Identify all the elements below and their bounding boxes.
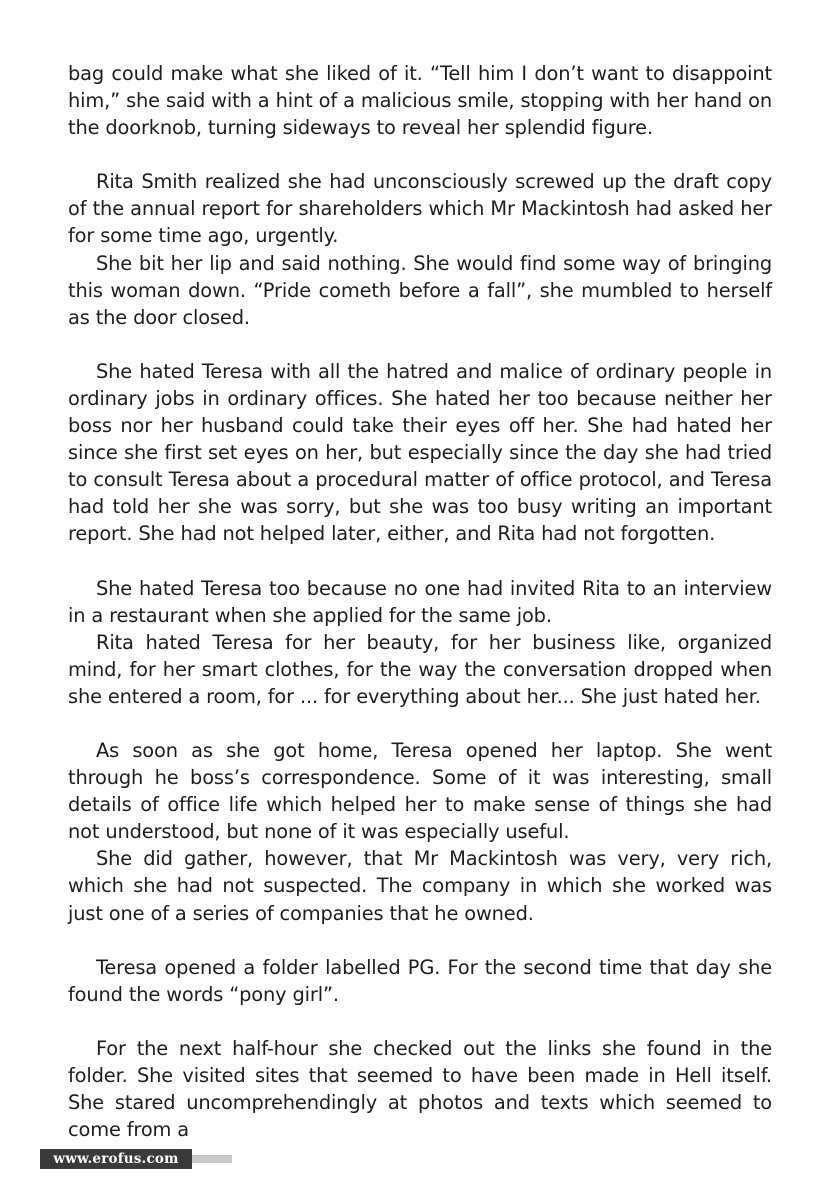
paragraph-5: She hated Teresa too because no one had invited Rita to an interview in a restaurant when she applied for the same job. xyxy=(68,576,772,627)
paragraph-9: Teresa opened a folder labelled PG. For the second time that day she found the words “pony girl”. xyxy=(68,955,772,1006)
paragraph-3: She bit her lip and said nothing. She would find some way of bringing this woman down. “Pride cometh before a fall”, she mumbled to herself as the door closed. xyxy=(68,251,772,329)
paragraph-6: Rita hated Teresa for her beauty, for her business like, organized mind, for her smart clothes, for the way the conversation dropped when she entered a room, for ... for everything about her... She just hated her. xyxy=(68,630,772,708)
paragraph-8: She did gather, however, that Mr Mackintosh was very, very rich, which she had not suspected. The company in which she worked was just one of a series of companies that he owned. xyxy=(68,847,772,925)
paragraph-1: bag could make what she liked of it. “Tell him I don’t want to disappoint him,” she said with a hint of a malicious smile, stopping with her hand on the doorknob, turning sideways to reveal her splendid figure. xyxy=(68,62,772,140)
site-watermark: www.erofus.com xyxy=(40,1149,192,1169)
paragraph-7: As soon as she got home, Teresa opened her laptop. She went through he boss’s correspondence. Some of it was interesting, small details of office life which helped her to make sense of things she had not understood, but none of it was especially useful. xyxy=(68,738,772,844)
document-page xyxy=(68,60,772,1143)
paragraph-4: She hated Teresa with all the hatred and malice of ordinary people in ordinary jobs in ordinary offices. She hated her too because neither her boss nor her husband could take their eyes off her. She had hated her since she first set eyes on her, but especially since the day she had tried to consult Teresa about a procedural matter of office protocol, and Teresa had told her she was sorry, but she was too busy writing an important report. She had not helped later, either, and Rita had not forgotten. xyxy=(68,359,772,546)
paragraph-2: Rita Smith realized she had unconsciously screwed up the draft copy of the annual report for shareholders which Mr Mackintosh had asked her for some time ago, urgently. xyxy=(68,170,772,248)
paragraph-10: For the next half-hour she checked out the links she found in the folder. She visited sites that seemed to have been made in Hell itself. She stared uncomprehendingly at photos and texts which seemed to come from a xyxy=(68,1036,772,1142)
